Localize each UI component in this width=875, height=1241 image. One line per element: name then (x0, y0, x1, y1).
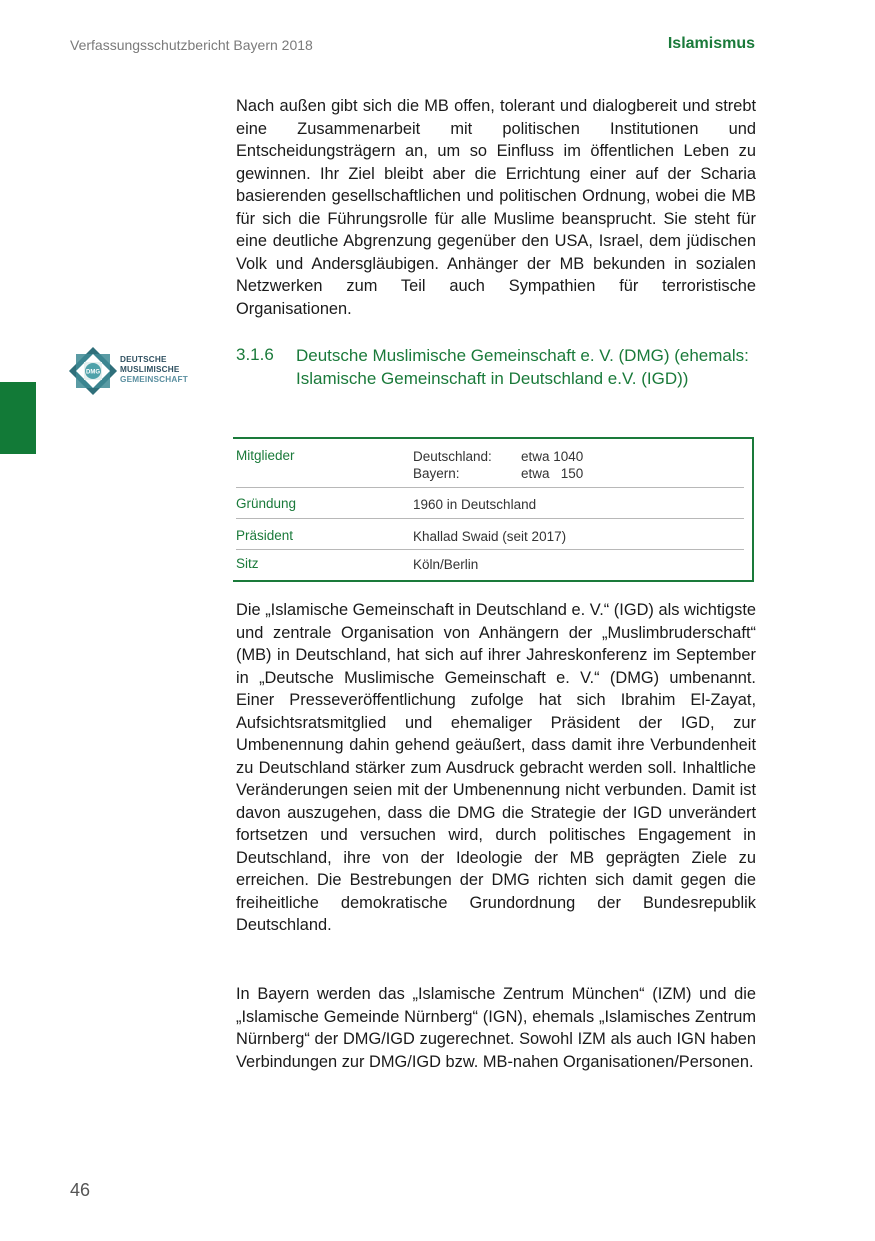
section-number: 3.1.6 (236, 345, 274, 364)
logo-line-3: GEMEINSCHAFT (120, 375, 188, 384)
members-label: Mitglieder (236, 448, 295, 463)
members-germany-label: Deutschland: (413, 449, 492, 464)
page-number: 46 (70, 1180, 91, 1200)
president-value: Khallad Swaid (seit 2017) (413, 529, 567, 544)
fact-row-seat (236, 556, 744, 574)
section-title: Deutsche Muslimische Gemeinschaft e. V. (DMG) (ehemals: Islamische Gemeinschaft in Deutschland e.V. (IGD)) (296, 346, 749, 388)
running-header-publication: Verfassungsschutzbericht Bayern 2018 (70, 37, 313, 53)
founding-label: Gründung (236, 496, 297, 511)
president-label: Präsident (236, 528, 294, 543)
members-bavaria-label: Bayern: (413, 466, 460, 481)
seat-value: Köln/Berlin (413, 557, 479, 572)
fact-row-members (236, 448, 744, 488)
founding-value: 1960 in Deutschland (413, 497, 537, 512)
running-header-chapter: Islamismus (667, 35, 755, 52)
members-germany-value: etwa 1040 (521, 449, 584, 464)
emblem-label: DMG (86, 369, 100, 376)
body-paragraph-3: In Bayern werden das „Islamische Zentrum München“ (IZM) und die „Islamische Gemeinde Nürnberg“ (IGN), ehemals „Islamisches Zentrum Nürnberg“ der DMG/IGD zugerechnet. Sowohl IZM als auch IGN haben Verbindungen zur DMG/IGD bzw. MB-nahen Organisationen/Personen. (236, 985, 756, 1071)
fact-row-president (236, 528, 744, 550)
seat-label: Sitz (236, 556, 259, 571)
body-paragraph-2: Die „Islamische Gemeinschaft in Deutschland e. V.“ (IGD) als wichtigste und zentrale Organisation von Anhängern der „Muslimbruderschaft“ (MB) in Deutschland, hat sich auf ihrer Jahreskonferenz im September in „Deutsche Muslimische Gemeinschaft e. V.“ (DMG) umbenannt. Einer Presseveröffentlichung zufolge hat sich Ibrahim El-Zayat, Aufsichtsratsmitglied und ehemaliger Präsident der IGD, zur Umbenennung dahin gehend geäußert, dass damit ihre Verbundenheit zu Deutschland stärker zum Ausdruck gebracht werden soll. Inhaltliche Veränderungen seien mit der Umbenennung nicht verbunden. Damit ist davon auszugehen, dass die DMG die Strategie der IGD unverändert fortsetzen und versuchen wird, durch politisches Engagement in Deutschland, ihre von der Ideologie der MB geprägten Ziele zu erreichen. Die Bestrebungen der DMG richten sich damit gegen die freiheitliche demokratische Grundordnung der Bundesrepublik Deutschland. (236, 601, 756, 934)
dmg-emblem-icon (68, 346, 118, 396)
intro-paragraph: Nach außen gibt sich die MB offen, tolerant und dialogbereit und strebt eine Zusammenarbeit mit politischen Institutionen und Entscheidungsträgern an, um so Einfluss im öffentlichen Leben zu gewinnen. Ihr Ziel bleibt aber die Errichtung einer auf der Scharia basierenden gesellschaftlichen und politischen Ordnung, wobei die MB für sich die Führungsrolle für alle Muslime beansprucht. Sie steht für eine deutliche Abgrenzung gegenüber den USA, Israel, dem jüdischen Volk und Andersgläubigen. Anhänger der MB bekunden in sozialen Netzwerken zum Teil auch Sympathien für terroristische Organisationen. (236, 97, 756, 318)
dmg-logo (68, 346, 210, 396)
fact-box (233, 437, 754, 582)
fact-row-founding (236, 496, 744, 519)
chapter-side-tab (0, 382, 36, 454)
members-bavaria-value: etwa 150 (521, 466, 584, 481)
logo-line-2: MUSLIMISCHE (120, 365, 180, 374)
logo-line-1: DEUTSCHE (120, 355, 167, 364)
